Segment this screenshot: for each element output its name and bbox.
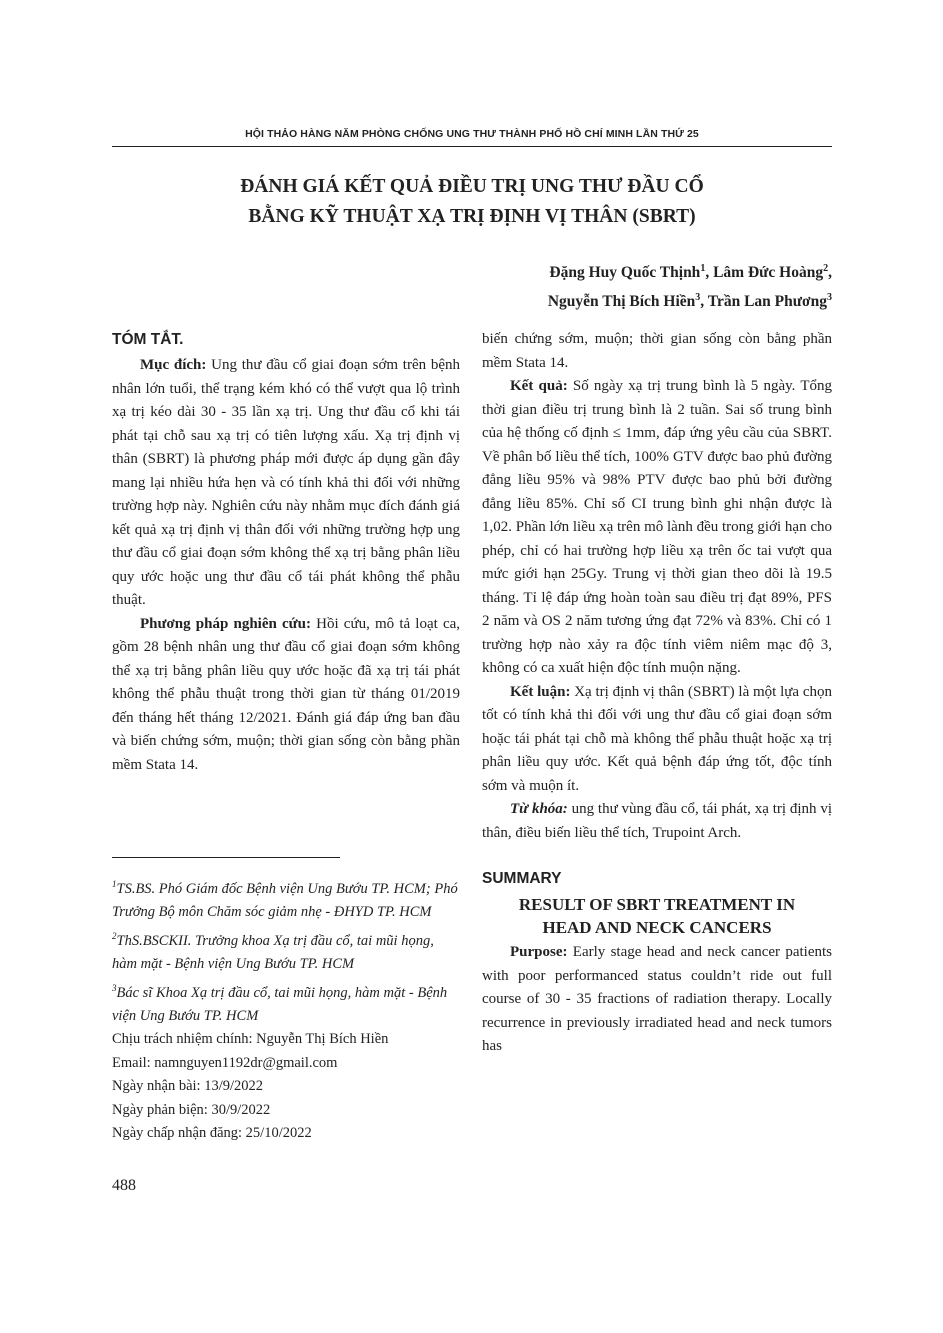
conclusion-text: Xạ trị định vị thân (SBRT) là một lựa chọn tốt có tính khả thi đối với ung thư đầu cổ giai đoạn sớm hoặc tái phát tại chỗ mà không thể phẫu thuật hoặc xạ trị phân liều quy ước. Kết quả bệnh đáp ứng tốt, độc tính sớm và muộn ít. <box>482 683 832 794</box>
author-name: Lâm Đức Hoàng <box>713 264 824 282</box>
author-affiliation: 3 <box>827 292 832 304</box>
reviewed-date: Ngày phản biện: 30/9/2022 <box>112 1101 271 1118</box>
english-purpose-text: Early stage head and neck cancer patients with poor performanced status couldn’t ride out full course of 30 - 35 fractions of radiation therapy. Locally recurrence in previously irradiated head and neck tumors has <box>482 944 832 1054</box>
article-title-line-2: BẰNG KỸ THUẬT XẠ TRỊ ĐỊNH VỊ THÂN (SBRT) <box>248 206 696 227</box>
keywords-label: Từ khóa: <box>510 801 568 817</box>
author-line-1: Đặng Huy Quốc Thịnh$^1$, Lâm Đức Hoàng$^2$, <box>549 263 832 282</box>
header-rule <box>112 146 832 147</box>
footnote-2: $^2$ThS.BSCKII. Trưởng khoa Xạ trị đầu cổ, tai mũi họng, hàm mặt - Bệnh viện Ung Bướu TP. HCM <box>112 930 434 973</box>
footnote-3: $^3$Bác sĩ Khoa Xạ trị đầu cổ, tai mũi họng, hàm mặt - Bệnh viện Ung Bướu TP. HCM <box>112 982 448 1024</box>
accepted-date: Ngày chấp nhận đăng: 25/10/2022 <box>112 1125 312 1142</box>
footnotes <box>112 873 460 1146</box>
footnote-rule <box>112 857 340 858</box>
author-affiliation: 1 <box>700 263 706 274</box>
author-name: Đặng Huy Quốc Thịnh <box>549 264 701 282</box>
methods-label: Phương pháp nghiên cứu: <box>140 615 311 632</box>
keywords-paragraph <box>482 798 832 845</box>
author-line-2: Nguyễn Thị Bích Hiền$^3$, Trần Lan Phương$^3$ <box>547 292 832 311</box>
author-affiliation: 2 <box>823 263 829 274</box>
english-purpose-paragraph <box>482 941 832 1059</box>
purpose-text: Ung thư đầu cổ giai đoạn sớm trên bệnh nhân lớn tuổi, thể trạng kém khó có thể vượt qua lộ trình xạ trị kéo dài 30 - 35 lần xạ trị. Ung thư đầu cổ khi tái phát tại chỗ sau xạ trị có tiên lượng xấu. Xạ trị định vị thân (SBRT) là phương pháp mới được áp dụng gần đây mang lại nhiều hứa hẹn và có tính khả thi đối với những trường hợp này. Nghiên cứu này nhằm mục đích đánh giá kết quả xạ trị định vị thân đối với những trường hợp ung thư đầu cổ giai đoạn sớm không thể xạ trị bằng phân liều quy ước hoặc ung thư đầu cổ tái phát không thể phẫu thuật. <box>112 357 460 608</box>
results-text: Số ngày xạ trị trung bình là 5 ngày. Tổng thời gian điều trị trung bình là 2 tuần. Sai số trung bình của hệ thống cố định ≤ 1mm, đáp ứng yêu cầu của SBRT. Về phân bố liều thể tích, 100% GTV được bao phủ đường đẳng liều 95% và 98% PTV được bao phủ bởi đường đẳng liều 85%. Chỉ số CI trung bình ghi nhận được là 1,02. Phần lớn liều xạ trên mô lành đều trong giới hạn cho phép, chỉ có hai trường hợp liều xạ trên ốc tai vượt qua mức giới hạn 25Gy. Trung vị thời gian theo dõi là 19.5 tháng. Tỉ lệ đáp ứng hoàn toàn sau điều trị đạt 89%, PFS 2 năm và OS 2 năm tương ứng đạt 72% và 83%. Chỉ có 1 trường hợp nào xảy ra độc tính viêm niêm mạc độ 3, không có ca xuất hiện độc tính muộn nặng. <box>482 378 833 676</box>
results-label: Kết quả: <box>510 378 568 394</box>
right-column <box>482 328 832 1059</box>
conclusion-paragraph <box>482 681 832 799</box>
article-title <box>112 172 832 232</box>
methods-text: Hồi cứu, mô tả loạt ca, gồm 28 bệnh nhân ung thư đầu cổ giai đoạn sớm không thể xạ trị bằng phân liều quy ước hoặc đã xạ trị tái phát không thể phẫu thuật trong thời gian từ tháng 01/2019 đến tháng hết tháng 12/2021. Đánh giá đáp ứng ban đầu và biến chứng sớm, muộn; thời gian sống còn bằng phần mềm Stata 14. <box>112 615 460 773</box>
results-paragraph <box>482 375 832 681</box>
corresponding-author: Chịu trách nhiệm chính: Nguyễn Thị Bích Hiền <box>112 1031 389 1048</box>
purpose-label: Mục đích: <box>140 357 207 373</box>
author-name: Nguyễn Thị Bích Hiền <box>547 293 696 311</box>
keywords-text: ung thư vùng đầu cổ, tái phát, xạ trị định vị thân, điều biến liều thể tích, Trupoint Arch. <box>482 801 832 841</box>
email: Email: namnguyen1192dr@gmail.com <box>112 1054 338 1071</box>
author-affiliation: 3 <box>695 292 701 304</box>
english-title <box>482 893 832 939</box>
english-title-line-2: HEAD AND NECK CANCERS <box>542 918 772 937</box>
purpose-paragraph <box>112 354 460 613</box>
page-number: 488 <box>112 1177 136 1194</box>
left-column <box>112 328 460 778</box>
conclusion-label: Kết luận: <box>510 683 571 700</box>
english-purpose-label: Purpose: <box>510 944 568 960</box>
article-title-line-1: ĐÁNH GIÁ KẾT QUẢ ĐIỀU TRỊ UNG THƯ ĐẦU CỔ <box>240 176 704 197</box>
methods-continuation: biến chứng sớm, muộn; thời gian sống còn bằng phần mềm Stata 14. <box>482 331 832 371</box>
methods-paragraph <box>112 613 460 778</box>
author-name: Trần Lan Phương <box>707 293 827 311</box>
author-list <box>380 256 832 314</box>
running-header: HỘI THẢO HÀNG NĂM PHÒNG CHỐNG UNG THƯ THÀNH PHỐ HỒ CHÍ MINH LẦN THỨ 25 <box>245 128 699 140</box>
summary-heading: SUMMARY <box>482 870 562 887</box>
received-date: Ngày nhận bài: 13/9/2022 <box>112 1078 264 1095</box>
abstract-heading: TÓM TẮT. <box>112 331 184 348</box>
footnote-1: $^1$TS.BS. Phó Giám đốc Bệnh viện Ung Bướu TP. HCM; Phó Trưởng Bộ môn Chăm sóc giảm nhẹ - ĐHYD TP. HCM <box>112 879 458 921</box>
english-title-line-1: RESULT OF SBRT TREATMENT IN <box>518 895 796 914</box>
